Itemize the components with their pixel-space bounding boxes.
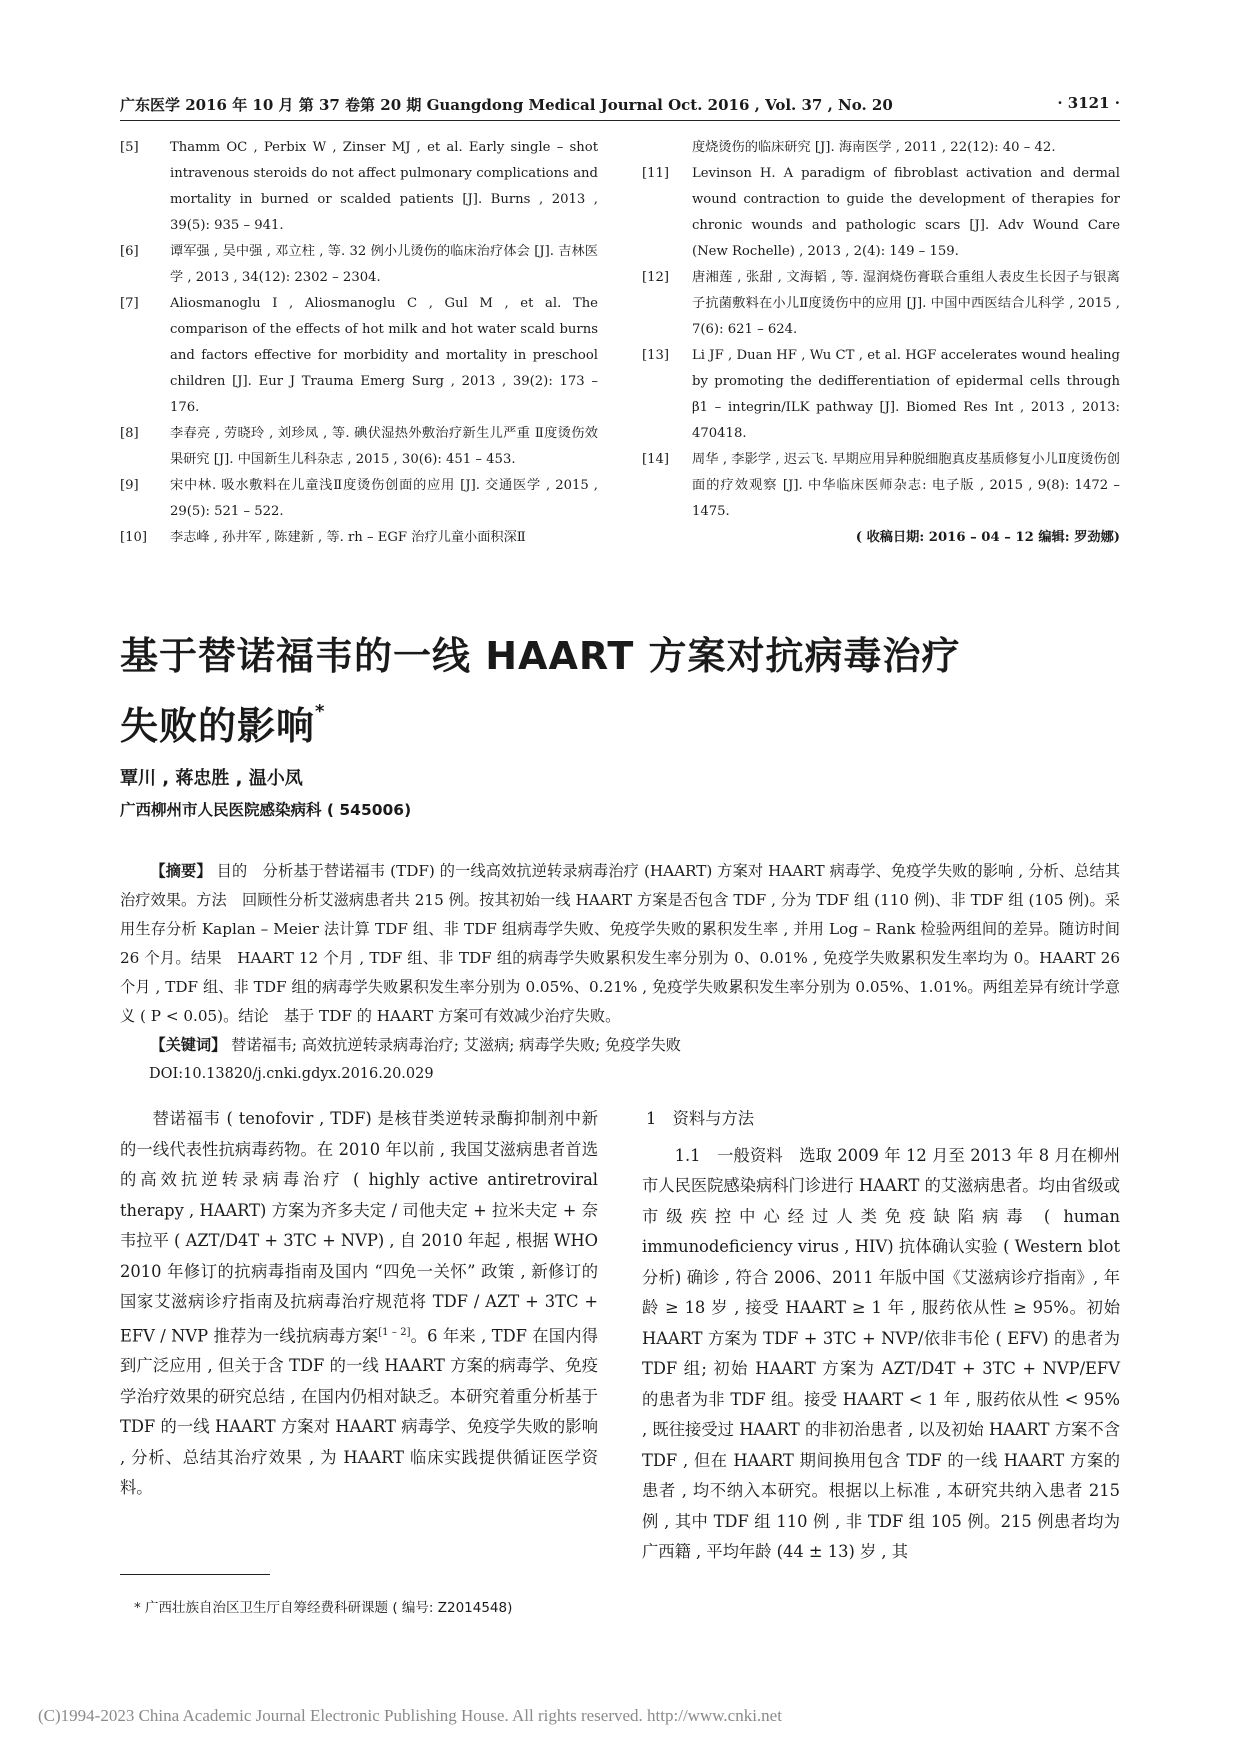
header-rule bbox=[120, 120, 1120, 121]
references-right bbox=[642, 135, 1120, 551]
title-line-2-text: 失败的影响 bbox=[120, 704, 316, 748]
reference-item bbox=[120, 421, 598, 473]
abstract-label: 【摘要】 bbox=[150, 862, 212, 880]
reference-text: 谭军强 , 吴中强 , 邓立柱 , 等. 32 例小儿烫伤的临床治疗体会 [J]. 吉林医学 , 2013 , 34(12): 2302 – 2304. bbox=[170, 244, 598, 285]
abstract bbox=[120, 857, 1120, 1089]
abstract-paragraph bbox=[120, 857, 1120, 1031]
reference-item bbox=[120, 525, 598, 551]
keywords-text: 替诺福韦; 高效抗逆转录病毒治疗; 艾滋病; 病毒学失败; 免疫学失败 bbox=[231, 1036, 681, 1054]
body-right-column bbox=[642, 1104, 1120, 1568]
reference-text: 李春亮 , 劳晓玲 , 刘珍凤 , 等. 碘伏湿热外敷治疗新生儿严重 Ⅱ度烫伤效果研究 [J]. 中国新生儿科杂志 , 2015 , 30(6): 451 – 453. bbox=[170, 426, 598, 467]
footnote-rule bbox=[120, 1574, 270, 1575]
reference-item bbox=[642, 343, 1120, 447]
reference-item bbox=[120, 473, 598, 525]
abstract-text: 目的 分析基于替诺福韦 (TDF) 的一线高效抗逆转录病毒治疗 (HAART) 方案对 HAART 病毒学、免疫学失败的影响 , 分析、总结其治疗效果。方法 回顾性分析艾滋病患者共 215 例。按其初始一线 HAART 方案是否包含 TDF , 分为 TDF 组 (110 例)、非 TDF 组 (105 例)。采用生存分析 Kaplan – Meier 法计算 TDF 组、非 TDF 组病毒学失败、免疫学失败的累积发生率 , 并用 Log – Rank 检验两组间的差异。随访时间 26 个月。结果 HAART 12 个月 , TDF 组、非 TDF 组的病毒学失败累积发生率分别为 0、0.01% , 免疫学失败累积发生率均为 0。HAART 26 个月 , TDF 组、非 TDF 组的病毒学失败累积发生率分别为 0.05%、0.21% , 免疫学失败累积发生率分别为 0.05%、1.01%。两组差异有统计学意义 ( P < 0.05)。结论 基于 TDF 的 HAART 方案可有效减少治疗失败。 bbox=[120, 862, 1121, 1025]
doi: DOI:10.13820/j.cnki.gdyx.2016.20.029 bbox=[149, 1066, 434, 1082]
intro-text-2: 。6 年来 , TDF 在国内得到广泛应用 , 但关于含 TDF 的一线 HAART 方案的病毒学、免疫学治疗效果的研究总结 , 在国内仍相对缺乏。本研究着重分析基于 TDF 的一线 HAART 方案对 HAART 病毒学、免疫学失败的影响 , 分析、总结其治疗效果 , 为 HAART 临床实践提供循证医学资料。 bbox=[120, 1325, 598, 1498]
received-date: ( 收稿日期: 2016 – 04 – 12 编辑: 罗劲娜) bbox=[855, 530, 1120, 545]
reference-number: [5] bbox=[120, 140, 139, 155]
reference-number: [6] bbox=[120, 244, 139, 259]
keywords-label: 【关键词】 bbox=[150, 1036, 227, 1054]
reference-item bbox=[120, 135, 598, 239]
intro-text-1: 替诺福韦 ( tenofovir , TDF) 是核苷类逆转录酶抑制剂中新的一线代表性抗病毒药物。在 2010 年以前 , 我国艾滋病患者首选的高效抗逆转录病毒治疗 ( highly active antiretroviral therapy , HAART) 方案为齐多夫定 / 司他夫定 + 拉米夫定 + 奈韦拉平 ( AZT/D4T + 3TC + NVP) , 自 2010 年起 , 根据 WHO 2010 年修订的抗病毒指南及国内 “四免一关怀” 政策 , 新修订的国家艾滋病诊疗指南及抗病毒治疗规范将 TDF / AZT + 3TC + EFV / NVP 推荐为一线抗病毒方案 bbox=[120, 1109, 598, 1345]
reference-item bbox=[120, 291, 598, 421]
methods-paragraph: 1.1 一般资料 选取 2009 年 12 月至 2013 年 8 月在柳州市人民医院感染病科门诊进行 HAART 的艾滋病患者。均由省级或市级疾控中心经过人类免疫缺陷病毒 ( human immunodeficiency virus , HIV) 抗体确认实验 ( Western blot 分析) 确诊 , 符合 2006、2011 年版中国《艾滋病诊疗指南》, 年龄 ≥ 18 岁 , 接受 HAART ≥ 1 年 , 服药依从性 ≥ 95%。初始 HAART 方案为 TDF + 3TC + NVP/依非韦伦 ( EFV) 的患者为 TDF 组; 初始 HAART 方案为 AZT/D4T + 3TC + NVP/EFV 的患者为非 TDF 组。接受 HAART < 1 年 , 服药依从性 < 95% , 既往接受过 HAART 的非初治患者 , 以及初始 HAART 方案不含 TDF , 但在 HAART 期间换用包含 TDF 的一线 HAART 方案的患者 , 均不纳入本研究。根据以上标准 , 本研究共纳入患者 215 例 , 其中 TDF 组 110 例 , 非 TDF 组 105 例。215 例患者均为广西籍 , 平均年龄 (44 ± 13) 岁 , 其 bbox=[642, 1145, 1120, 1561]
reference-number: [11] bbox=[642, 166, 670, 181]
reference-number: [8] bbox=[120, 426, 139, 441]
affiliation: 广西柳州市人民医院感染病科 ( 545006) bbox=[120, 801, 412, 819]
citation: [1 – 2] bbox=[378, 1326, 411, 1338]
reference-item bbox=[642, 265, 1120, 343]
reference-text: Aliosmanoglu I , Aliosmanoglu C , Gul M , et al. The comparison of the effects of hot milk and hot water scald burns and factors effective for morbidity and mortality in preschool children [J]. Eur J Trauma Emerg Surg , 2013 , 39(2): 173 – 176. bbox=[170, 296, 598, 415]
authors: 覃川 , 蒋忠胜 , 温小凤 bbox=[120, 768, 303, 789]
reference-text: 周华 , 李影学 , 迟云飞. 早期应用异种脱细胞真皮基质修复小儿Ⅱ度烫伤创面的疗效观察 [J]. 中华临床医师杂志: 电子版 , 2015 , 9(8): 1472 – 1475. bbox=[692, 452, 1120, 519]
reference-item bbox=[642, 161, 1120, 265]
reference-text: Li JF , Duan HF , Wu CT , et al. HGF accelerates wound healing by promoting the dedifferentiation of epidermal cells through β1 – integrin/ILK pathway [J]. Biomed Res Int , 2013 , 2013: 470418. bbox=[692, 348, 1120, 441]
reference-number: [12] bbox=[642, 270, 670, 285]
keywords-paragraph bbox=[120, 1031, 1120, 1060]
article-title bbox=[120, 628, 1120, 754]
reference-item bbox=[642, 447, 1120, 525]
reference-number: [9] bbox=[120, 478, 139, 493]
section-title: 1 资料与方法 bbox=[646, 1109, 755, 1128]
running-header bbox=[120, 90, 1120, 122]
journal-header: 广东医学 2016 年 10 月 第 37 卷第 20 期 Guangdong Medical Journal Oct. 2016 , Vol. 37 , No. 20 bbox=[120, 96, 893, 114]
copyright-line: (C)1994-2023 China Academic Journal Electronic Publishing House. All rights reserved. http://www.cnki.net bbox=[38, 1706, 782, 1725]
footnote: * 广西壮族自治区卫生厅自筹经费科研课题 ( 编号: Z2014548) bbox=[134, 1600, 513, 1616]
body-left-column bbox=[120, 1104, 598, 1504]
reference-text: 宋中林. 吸水敷料在儿童浅Ⅱ度烫伤创面的应用 [J]. 交通医学 , 2015 , 29(5): 521 – 522. bbox=[170, 478, 598, 519]
references-left bbox=[120, 135, 598, 551]
intro-paragraph bbox=[120, 1104, 598, 1504]
title-line-1: 基于替诺福韦的一线 HAART 方案对抗病毒治疗 bbox=[120, 634, 961, 678]
reference-text: Thamm OC , Perbix W , Zinser MJ , et al. Early single – shot intravenous steroids do not affect pulmonary complications and mortality in burned or scalded patients [J]. Burns , 2013 , 39(5): 935 – 941. bbox=[170, 140, 598, 233]
page-number: · 3121 · bbox=[1057, 94, 1120, 112]
title-footnote-mark: * bbox=[315, 701, 326, 722]
reference-text: 唐湘莲 , 张甜 , 文海韬 , 等. 湿润烧伤膏联合重组人表皮生长因子与银离子抗菌敷料在小儿Ⅱ度烫伤中的应用 [J]. 中国中西医结合儿科学 , 2015 , 7(6): 621 – 624. bbox=[692, 270, 1120, 337]
reference-text: Levinson H. A paradigm of fibroblast activation and dermal wound contraction to guide the development of therapies for chronic wounds and pathologic scars [J]. Adv Wound Care (New Rochelle) , 2013 , 2(4): 149 – 159. bbox=[692, 166, 1120, 259]
title-line-2 bbox=[120, 684, 1120, 754]
reference-number: [14] bbox=[642, 452, 670, 467]
reference-number: [7] bbox=[120, 296, 139, 311]
reference-number: [10] bbox=[120, 530, 148, 545]
reference-continuation: 度烧烫伤的临床研究 [J]. 海南医学 , 2011 , 22(12): 40 – 42. bbox=[692, 140, 1056, 155]
reference-item bbox=[120, 239, 598, 291]
reference-text: 李志峰 , 孙井军 , 陈建新 , 等. rh – EGF 治疗儿童小面积深Ⅱ bbox=[170, 530, 526, 545]
reference-number: [13] bbox=[642, 348, 670, 363]
